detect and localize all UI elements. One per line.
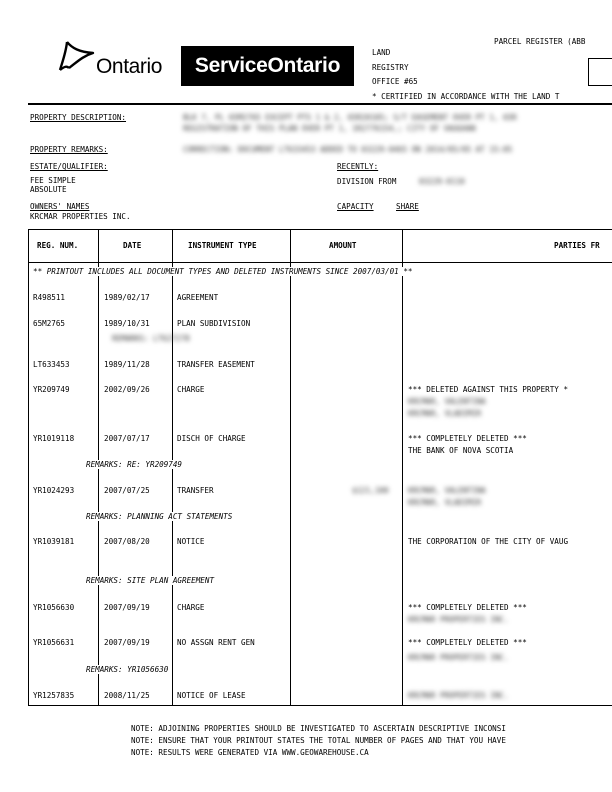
header-parcel-register: PARCEL REGISTER (ABB bbox=[494, 37, 586, 46]
header-land: LAND bbox=[372, 48, 391, 57]
table-row-reg: YR1024293 bbox=[33, 486, 75, 495]
table-row-type: CHARGE bbox=[177, 603, 205, 612]
recently-pin: 03229-0110 bbox=[419, 177, 465, 186]
table-row-reg: YR1257835 bbox=[33, 691, 75, 700]
share-label: SHARE bbox=[396, 202, 419, 211]
property-description-value: BLK 7, PL 65M2765 EXCEPT PTS 1 & 2, 65R20105; S/T EASEMENT OVER PT 1, 65R bbox=[183, 113, 517, 122]
table-row-reg: R498511 bbox=[33, 293, 66, 302]
table-row-type: AGREEMENT bbox=[177, 293, 219, 302]
table-row-type: TRANSFER EASEMENT bbox=[177, 360, 255, 369]
table-row-type: NO ASSGN RENT GEN bbox=[177, 638, 255, 647]
table-row-remark: REMARKS: YR1056630 bbox=[86, 665, 169, 674]
column-header-reg-num: REG. NUM. bbox=[37, 241, 79, 250]
table-row-reg: YR1056631 bbox=[33, 638, 75, 647]
table-row-remark: REMARKS: RE: YR209749 bbox=[86, 460, 183, 469]
header-certified: * CERTIFIED IN ACCORDANCE WITH THE LAND T bbox=[372, 92, 560, 101]
column-header-parties: PARTIES FR bbox=[554, 241, 600, 250]
table-row-party-redacted: KRCMAR, VALENTINA bbox=[408, 397, 486, 406]
column-header-amount: AMOUNT bbox=[329, 241, 357, 250]
recently-label: RECENTLY: bbox=[337, 162, 379, 171]
property-remarks-label: PROPERTY REMARKS: bbox=[30, 145, 108, 154]
capacity-label: CAPACITY bbox=[337, 202, 374, 211]
table-row-date: 2007/07/17 bbox=[104, 434, 150, 443]
owners-names-label: OWNERS' NAMES bbox=[30, 202, 90, 211]
estate-value-absolute: ABSOLUTE bbox=[30, 185, 67, 194]
table-row-party: *** DELETED AGAINST THIS PROPERTY * bbox=[408, 385, 569, 394]
table-row-remark: REMARKS: SITE PLAN AGREEMENT bbox=[86, 576, 215, 585]
table-row-party-redacted: KRCMAR, VLADIMIR bbox=[408, 409, 482, 418]
header-office: OFFICE #65 bbox=[372, 77, 418, 86]
column-header-date: DATE bbox=[123, 241, 142, 250]
table-row-type: CHARGE bbox=[177, 385, 205, 394]
estate-qualifier-label: ESTATE/QUALIFIER: bbox=[30, 162, 108, 171]
table-row-party-2: THE BANK OF NOVA SCOTIA bbox=[408, 446, 514, 455]
table-row-party-redacted: KRCMAR PROPERTIES INC. bbox=[408, 615, 509, 624]
table-row-date: 2002/09/26 bbox=[104, 385, 150, 394]
table-row-date: 2007/09/19 bbox=[104, 603, 150, 612]
table-row-date: 2007/08/20 bbox=[104, 537, 150, 546]
table-row-date: 2007/09/19 bbox=[104, 638, 150, 647]
table-row-party-redacted: KRCMAR, VALENTINA bbox=[408, 486, 486, 495]
property-remarks-value: CORRECTION: DOCUMENT LT633453 ADDED TO 03229-0465 ON 2014/05/05 AT 15:05 bbox=[183, 145, 513, 154]
table-row-type: NOTICE OF LEASE bbox=[177, 691, 246, 700]
table-row-type: TRANSFER bbox=[177, 486, 214, 495]
table-row-reg: YR1056630 bbox=[33, 603, 75, 612]
table-row-type: PLAN SUBDIVISION bbox=[177, 319, 251, 328]
column-header-instrument-type: INSTRUMENT TYPE bbox=[188, 241, 257, 250]
property-description-label: PROPERTY DESCRIPTION: bbox=[30, 113, 127, 122]
table-row-party: *** COMPLETELY DELETED *** bbox=[408, 434, 527, 443]
table-row-party-redacted: KRCMAR, VLADIMIR bbox=[408, 498, 482, 507]
table-row-date: 1989/02/17 bbox=[104, 293, 150, 302]
table-row-date: 1989/10/31 bbox=[104, 319, 150, 328]
estate-value-fee-simple: FEE SIMPLE bbox=[30, 176, 76, 185]
header-divider bbox=[28, 103, 612, 105]
table-row-party: *** COMPLETELY DELETED *** bbox=[408, 638, 527, 647]
footer-note-adjoining: NOTE: ADJOINING PROPERTIES SHOULD BE INVESTIGATED TO ASCERTAIN DESCRIPTIVE INCONSI bbox=[131, 724, 506, 733]
table-row-date: 1989/11/28 bbox=[104, 360, 150, 369]
table-row-party: THE CORPORATION OF THE CITY OF VAUG bbox=[408, 537, 569, 546]
table-row-date: 2007/07/25 bbox=[104, 486, 150, 495]
column-divider-amount bbox=[290, 229, 291, 706]
footer-note-pages: NOTE: ENSURE THAT YOUR PRINTOUT STATES THE TOTAL NUMBER OF PAGES AND THAT YOU HAVE bbox=[131, 736, 506, 745]
table-row-amount-redacted: $121,100 bbox=[352, 486, 389, 495]
table-row-remark-redacted: REMARKS: LT627278 bbox=[112, 334, 190, 343]
ontario-wordmark: Ontario bbox=[96, 55, 163, 78]
table-row-party-redacted: KRCMAR PROPERTIES INC. bbox=[408, 691, 509, 700]
header-registry: REGISTRY bbox=[372, 63, 409, 72]
table-row-reg: YR1039181 bbox=[33, 537, 75, 546]
table-row-remark: REMARKS: PLANNING ACT STATEMENTS bbox=[86, 512, 233, 521]
recently-value: DIVISION FROM bbox=[337, 177, 397, 186]
table-row-reg: 65M2765 bbox=[33, 319, 66, 328]
table-row-reg: LT633453 bbox=[33, 360, 70, 369]
page-number-box bbox=[588, 58, 612, 86]
property-description-value-2: REGISTRATION OF THIS PLAN OVER PT 1, 1R2776154,; CITY OF VAUGHAN bbox=[183, 124, 476, 133]
footer-note-geowarehouse: NOTE: RESULTS WERE GENERATED VIA WWW.GEOWAREHOUSE.CA bbox=[131, 748, 369, 757]
table-row-party: *** COMPLETELY DELETED *** bbox=[408, 603, 527, 612]
table-row-party-redacted: KRCMAR PROPERTIES INC. bbox=[408, 653, 509, 662]
owners-names-value: KRCMAR PROPERTIES INC. bbox=[30, 212, 131, 221]
column-divider-parties bbox=[402, 229, 403, 706]
table-row-reg: YR1019118 bbox=[33, 434, 75, 443]
table-header-divider bbox=[28, 262, 612, 263]
table-row-type: DISCH OF CHARGE bbox=[177, 434, 246, 443]
printout-note: ** PRINTOUT INCLUDES ALL DOCUMENT TYPES AND DELETED INSTRUMENTS SINCE 2007/03/01 ** bbox=[33, 267, 413, 276]
service-ontario-logo: ServiceOntario bbox=[181, 46, 354, 86]
table-row-date: 2008/11/25 bbox=[104, 691, 150, 700]
table-row-reg: YR209749 bbox=[33, 385, 70, 394]
table-row-type: NOTICE bbox=[177, 537, 205, 546]
ontario-trillium-logo-icon bbox=[57, 38, 97, 76]
